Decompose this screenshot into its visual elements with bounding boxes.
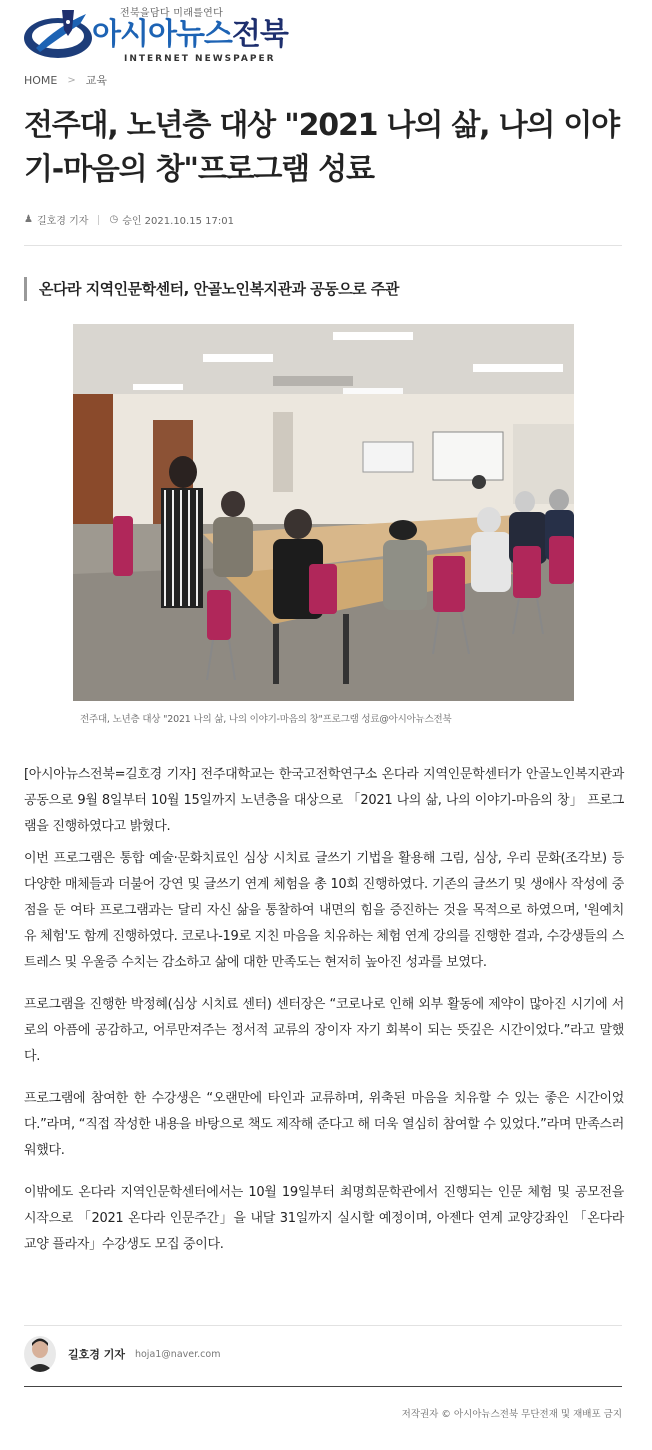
breadcrumb-section[interactable]: 교육 — [85, 74, 108, 87]
author-email[interactable]: hoja1@naver.com — [134, 1348, 221, 1360]
classroom-photo-illustration — [73, 324, 574, 701]
article-title: 전주대, 노년층 대상 "2021 나의 삶, 나의 이야기-마음의 창"프로그램 성료 — [24, 108, 619, 187]
meta-divider — [98, 215, 99, 225]
body-paragraph: 프로그램에 참여한 한 수강생은 “오랜만에 타인과 교류하며, 위축된 마음을 치유할 수 있는 좋은 시간이었다.”라며, “직접 작성한 내용을 바탕으로 책도 제작해 준다고 해 더욱 열심히 참여할 수 있었다.”라며 만족스러워했다. — [24, 1091, 624, 1158]
divider — [24, 245, 622, 246]
site-slogan: 전북을담다 미래를연다 — [120, 8, 224, 19]
copyright-notice: 저작권자 © 아시아뉴스전북 무단전재 및 재배포 금지 — [401, 1409, 622, 1420]
article-photo[interactable] — [73, 324, 574, 701]
article-subtitle: 온다라 지역인문학센터, 안골노인복지관과 공동으로 주관 — [24, 277, 399, 301]
body-paragraph: 프로그램을 진행한 박정혜(심상 시치료 센터) 센터장은 “코로나로 인해 외부 활동에 제약이 많아진 시기에 서로의 아픔에 공감하고, 어루만져주는 정서적 교류의 장이자 자기 회복이 되는 뜻깊은 시간이었다.”라고 말했다. — [24, 997, 624, 1064]
breadcrumb — [24, 72, 107, 88]
divider — [24, 1386, 622, 1387]
approved-date: 승인 2021.10.15 17:01 — [122, 216, 234, 227]
article-body — [24, 762, 624, 1274]
body-paragraph: 이번 프로그램은 통합 예술·문화치료인 심상 시치료 글쓰기 기법을 활용해 그림, 심상, 우리 문화(조각보) 등 다양한 매체들과 더불어 강연 및 글쓰기 연계 체험을 총 10회 진행하였다. 기존의 글쓰기 및 생애사 작성에 중점을 둔 여타 프로그램과는 달리 자신 삶을 통찰하여 내면의 힘을 증진하는 것을 목적으로 하였으며, '원예치유 체험'도 함께 진행하였다. 코로나-19로 지친 마음을 치유하는 체험 연계 강의를 진행한 결과, 수강생들의 스트레스 및 우울증 수치는 감소하고 삶에 대한 만족도는 현저히 높아진 성과를 보였다. — [24, 851, 624, 970]
site-name-main: 아시아뉴스 — [92, 17, 232, 52]
chevron-right-icon: > — [67, 74, 76, 86]
pen-nib-logo-icon — [22, 6, 94, 64]
divider — [24, 1325, 622, 1326]
reporter-name: 길호경 기자 — [36, 216, 89, 227]
author-box — [24, 1336, 220, 1372]
avatar — [24, 1336, 56, 1372]
site-subname: INTERNET NEWSPAPER — [124, 54, 276, 64]
clock-icon: ◷ — [109, 214, 119, 225]
site-name-region: 전북 — [231, 17, 288, 52]
article-meta — [24, 212, 234, 227]
author-name[interactable]: 길호경 기자 — [68, 1348, 125, 1361]
body-paragraph: [아시아뉴스전북=길호경 기자] 전주대학교는 한국고전학연구소 온다라 지역인문학센터가 안골노인복지관과 공동으로 9월 8일부터 10월 15일까지 노년층을 대상으로 「2021 나의 삶, 나의 이야기-마음의 창」 프로그램을 진행하였다고 밝혔다. — [24, 767, 624, 834]
body-paragraph: 이밖에도 온다라 지역인문학센터에서는 10월 19일부터 최명희문학관에서 진행되는 인문 체험 및 공모전을 시작으로 「2021 온다라 인문주간」을 내달 31일까지 실시할 예정이며, 아젠다 연계 교양강좌인 「온다라 교양 플라자」수강생도 모집 중이다. — [24, 1185, 624, 1252]
site-logo[interactable] — [22, 4, 322, 66]
person-icon: ♟ — [24, 214, 33, 225]
site-name — [92, 16, 288, 54]
photo-caption: 전주대, 노년층 대상 "2021 나의 삶, 나의 이야기-마음의 창"프로그램 성료@아시아뉴스전북 — [80, 714, 452, 725]
breadcrumb-home[interactable]: HOME — [24, 73, 58, 87]
